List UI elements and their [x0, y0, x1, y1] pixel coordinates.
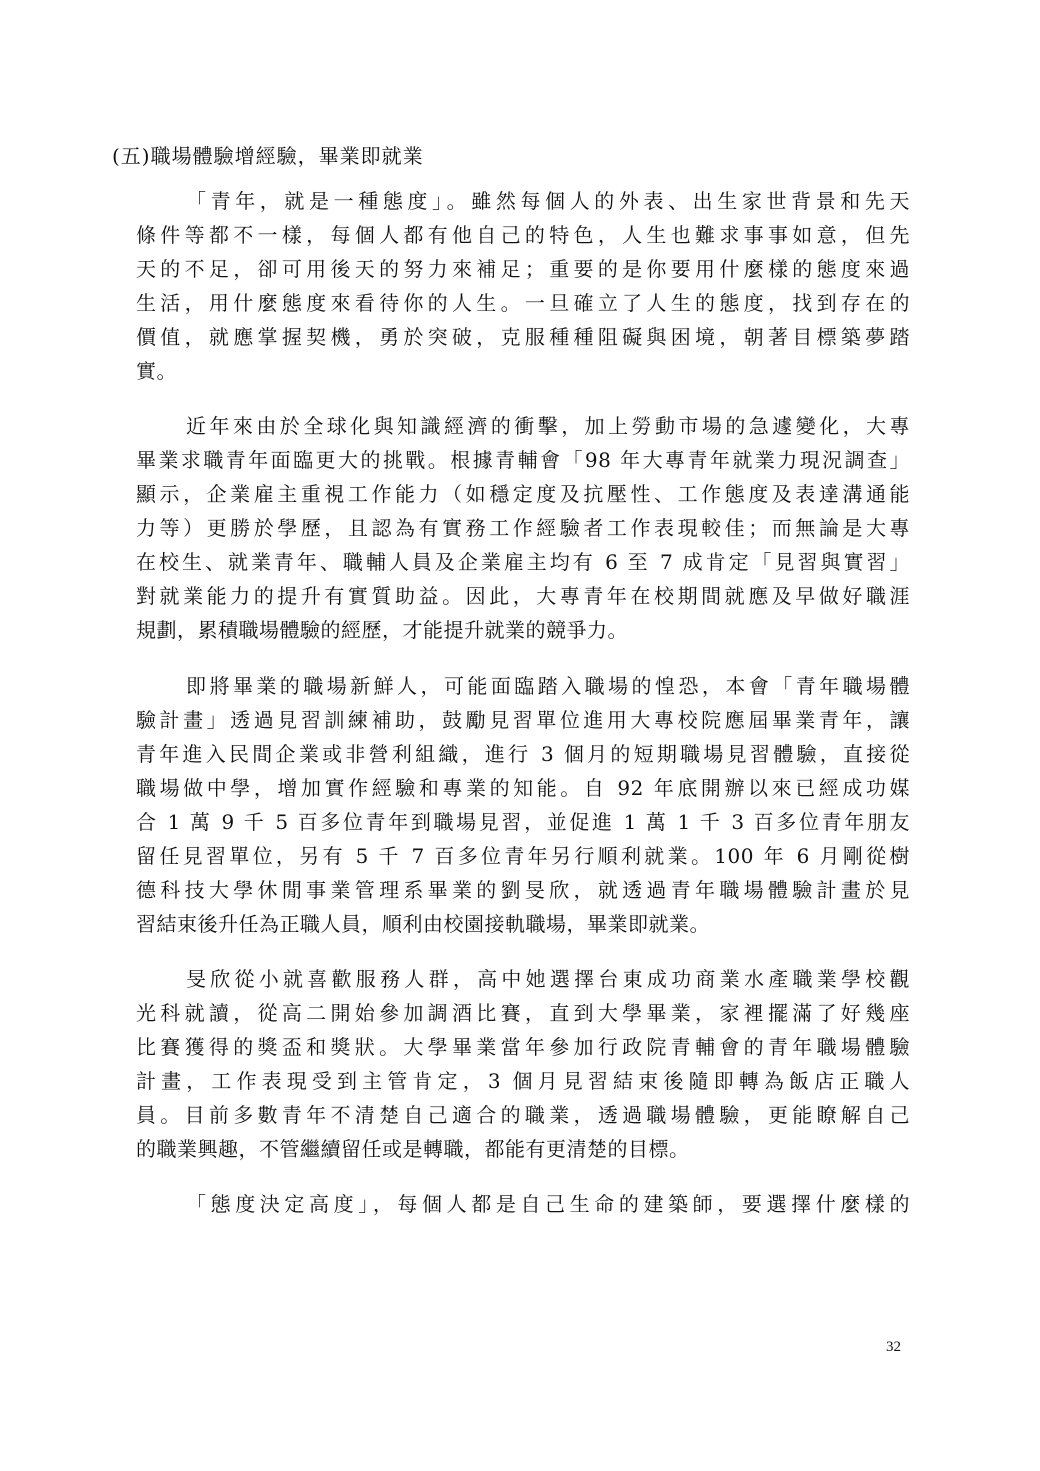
- paragraph-line: 比賽獲得的獎盃和獎狀。大學畢業當年參加行政院青輔會的青年職場體驗: [136, 1035, 910, 1059]
- paragraph-line: 青年進入民間企業或非營利組織，進行 3 個月的短期職場見習體驗，直接從: [136, 742, 910, 766]
- paragraph-line: 留任見習單位，另有 5 千 7 百多位青年另行順利就業。100 年 6 月剛從樹: [136, 844, 910, 868]
- paragraph-line: 天的不足，卻可用後天的努力來補足；重要的是你要用什麼樣的態度來過: [136, 257, 910, 281]
- paragraph-line: 條件等都不一樣，每個人都有他自己的特色，人生也難求事事如意，但先: [136, 223, 910, 247]
- paragraph-line: 計畫，工作表現受到主管肯定，3 個月見習結束後隨即轉為飯店正職人: [136, 1069, 910, 1093]
- paragraph-line: 職場做中學，增加實作經驗和專業的知能。自 92 年底開辦以來已經成功媒: [136, 776, 910, 800]
- paragraph-line: 價值，就應掌握契機，勇於突破，克服種種阻礙與困境，朝著目標築夢踏: [136, 325, 910, 349]
- paragraph-line: 即將畢業的職場新鮮人，可能面臨踏入職場的惶恐，本會「青年職場體: [186, 674, 910, 698]
- paragraph-line: 員。目前多數青年不清楚自己適合的職業，透過職場體驗，更能瞭解自己: [136, 1103, 910, 1127]
- paragraph-line: 的職業興趣，不管繼續留任或是轉職，都能有更清楚的目標。: [136, 1137, 690, 1161]
- paragraph-line: 生活，用什麼態度來看待你的人生。一旦確立了人生的態度，找到存在的: [136, 291, 910, 315]
- paragraph-line: 合 1 萬 9 千 5 百多位青年到職場見習，並促進 1 萬 1 千 3 百多位青年朋友: [136, 810, 910, 834]
- paragraph-line: 力等）更勝於學歷，且認為有實務工作經驗者工作表現較佳；而無論是大專: [136, 516, 910, 540]
- paragraph-line: 旻欣從小就喜歡服務人群，高中她選擇台東成功商業水產職業學校觀: [186, 967, 910, 991]
- paragraph-line: 德科技大學休閒事業管理系畢業的劉旻欣，就透過青年職場體驗計畫於見: [136, 878, 910, 902]
- paragraph-line: 「青年，就是一種態度」。雖然每個人的外表、出生家世背景和先天: [186, 189, 910, 213]
- paragraph-line: 光科就讀，從高二開始參加調酒比賽，直到大學畢業，家裡擺滿了好幾座: [136, 1001, 910, 1025]
- paragraph-line: 畢業求職青年面臨更大的挑戰。根據青輔會「98 年大專青年就業力現況調查」: [136, 448, 910, 472]
- paragraph-line: 「態度決定高度」，每個人都是自己生命的建築師，要選擇什麼樣的: [186, 1192, 910, 1216]
- paragraph-line: 驗計畫」透過見習訓練補助，鼓勵見習單位進用大專校院應屆畢業青年，讓: [136, 708, 910, 732]
- page-number: 32: [886, 1339, 901, 1355]
- paragraph-line: 習結束後升任為正職人員，順利由校園接軌職場，畢業即就業。: [136, 912, 710, 936]
- paragraph-line: 近年來由於全球化與知識經濟的衝擊，加上勞動市場的急遽變化，大專: [186, 414, 910, 438]
- paragraph-line: 規劃，累積職場體驗的經歷，才能提升就業的競爭力。: [136, 618, 628, 642]
- paragraph-line: 顯示，企業雇主重視工作能力（如穩定度及抗壓性、工作態度及表達溝通能: [136, 482, 910, 506]
- paragraph-line: 對就業能力的提升有實質助益。因此，大專青年在校期間就應及早做好職涯: [136, 584, 910, 608]
- paragraph-line: 實。: [136, 359, 177, 383]
- section-heading: (五)職場體驗增經驗，畢業即就業: [112, 144, 424, 168]
- paragraph-line: 在校生、就業青年、職輔人員及企業雇主均有 6 至 7 成肯定「見習與實習」: [136, 550, 910, 574]
